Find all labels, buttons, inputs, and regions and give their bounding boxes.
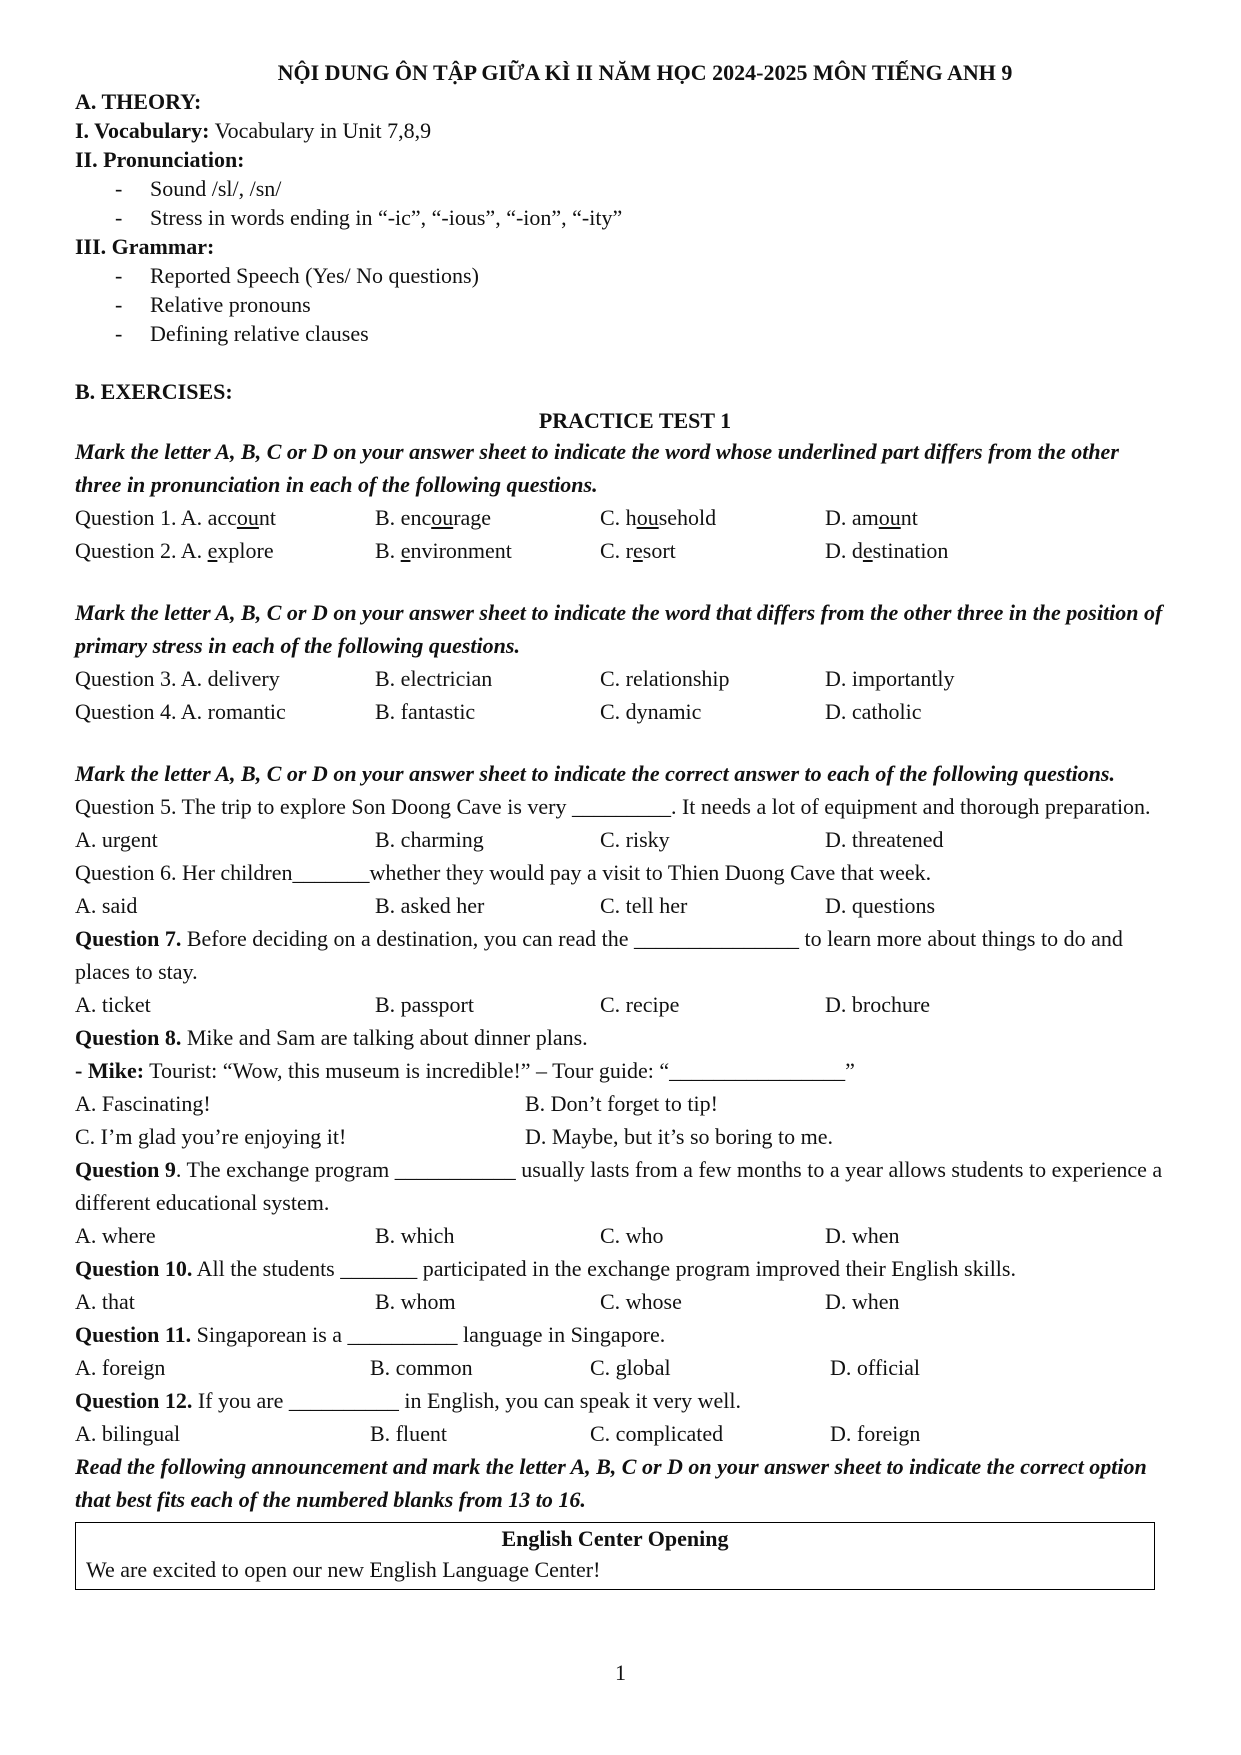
instruction-stress: Mark the letter A, B, C or D on your answer sheet to indicate the word that differs from the other three in the position of primary stress in each of the following questions.	[75, 600, 1163, 658]
question-12-text: Question 12. If you are __________ in English, you can speak it very well.	[75, 1388, 742, 1413]
instruction-announcement: Read the following announcement and mark the letter A, B, C or D on your answer sheet to indicate the correct option that best fits each of the numbered blanks from 13 to 16.	[75, 1454, 1147, 1512]
grammar-label: III. Grammar:	[75, 234, 215, 259]
question-8-dialogue: - Mike: Tourist: “Wow, this museum is incredible!” – Tour guide: “________________”	[75, 1058, 855, 1083]
question-6-text: Question 6. Her children_______whether they would pay a visit to Thien Duong Cave that week.	[75, 860, 932, 885]
question-7-text: Question 7. Before deciding on a destination, you can read the _______________ to learn more about things to do and places to stay.	[75, 926, 1123, 984]
instruction-correct-answer: Mark the letter A, B, C or D on your answer sheet to indicate the correct answer to each of the following questions.	[75, 761, 1115, 786]
question-11-text: Question 11. Singaporean is a __________ language in Singapore.	[75, 1322, 666, 1347]
vocabulary-label: I. Vocabulary:	[75, 118, 210, 143]
page-number: 1	[615, 1660, 626, 1685]
announcement-text: We are excited to open our new English Language Center!	[86, 1557, 601, 1582]
grammar-item: - Relative pronouns	[115, 292, 311, 317]
question-11-options: A. foreign B. common C. global D. official	[75, 1355, 921, 1380]
announcement-box	[75, 1522, 1155, 1590]
practice-test-title: PRACTICE TEST 1	[538, 408, 732, 433]
grammar-item: - Reported Speech (Yes/ No questions)	[115, 263, 479, 288]
question-4: Question 4. A. romantic B. fantastic C. dynamic D. catholic	[75, 699, 922, 724]
instruction-pronunciation: Mark the letter A, B, C or D on your answer sheet to indicate the word whose underlined part differs from the other three in pronunciation in each of the following questions.	[75, 439, 1119, 497]
question-7-options: A. ticket B. passport C. recipe D. brochure	[75, 992, 931, 1017]
question-6-options: A. said B. asked her C. tell her D. questions	[75, 893, 935, 918]
question-5-options: A. urgent B. charming C. risky D. threatened	[75, 827, 944, 852]
question-12-options: A. bilingual B. fluent C. complicated D. foreign	[75, 1421, 921, 1446]
document-title: NỘI DUNG ÔN TẬP GIỮA KÌ II NĂM HỌC 2024-2025 MÔN TIẾNG ANH 9	[277, 60, 1013, 85]
exercises-heading: B. EXERCISES:	[75, 379, 233, 404]
question-10-text: Question 10. All the students _______ participated in the exchange program improved their English skills.	[75, 1256, 1016, 1281]
vocabulary-text: Vocabulary in Unit 7,8,9	[209, 118, 432, 143]
question-9-options: A. where B. which C. who D. when	[75, 1223, 900, 1248]
pronunciation-item: - Sound /sl/, /sn/	[115, 176, 282, 201]
question-5-text: Question 5. The trip to explore Son Doong Cave is very _________. It needs a lot of equipment and thorough preparation.	[75, 794, 1151, 819]
question-9-text: Question 9. The exchange program ___________ usually lasts from a few months to a year allows students to experience a different educational system.	[75, 1157, 1163, 1215]
theory-heading: A. THEORY:	[75, 89, 202, 114]
question-3: Question 3. A. delivery B. electrician C. relationship D. importantly	[75, 666, 955, 691]
question-8-options-cd: C. I’m glad you’re enjoying it! D. Maybe, but it’s so boring to me.	[75, 1124, 833, 1149]
question-10-options: A. that B. whom C. whose D. when	[75, 1289, 900, 1314]
announcement-title: English Center Opening	[501, 1526, 729, 1551]
vocabulary-line	[75, 116, 1165, 145]
pronunciation-item: - Stress in words ending in “-ic”, “-ious”, “-ion”, “-ity”	[115, 205, 623, 230]
question-2: Question 2. A. explore B. environment C. resort D. destination	[75, 538, 949, 563]
question-8-text: Question 8. Mike and Sam are talking about dinner plans.	[75, 1025, 588, 1050]
pronunciation-label: II. Pronunciation:	[75, 147, 245, 172]
question-1: Question 1. A. account B. encourage C. household D. amount	[75, 505, 918, 530]
question-8-options-ab: A. Fascinating! B. Don’t forget to tip!	[75, 1091, 718, 1116]
document-page	[75, 58, 1165, 1590]
grammar-item: - Defining relative clauses	[115, 321, 369, 346]
